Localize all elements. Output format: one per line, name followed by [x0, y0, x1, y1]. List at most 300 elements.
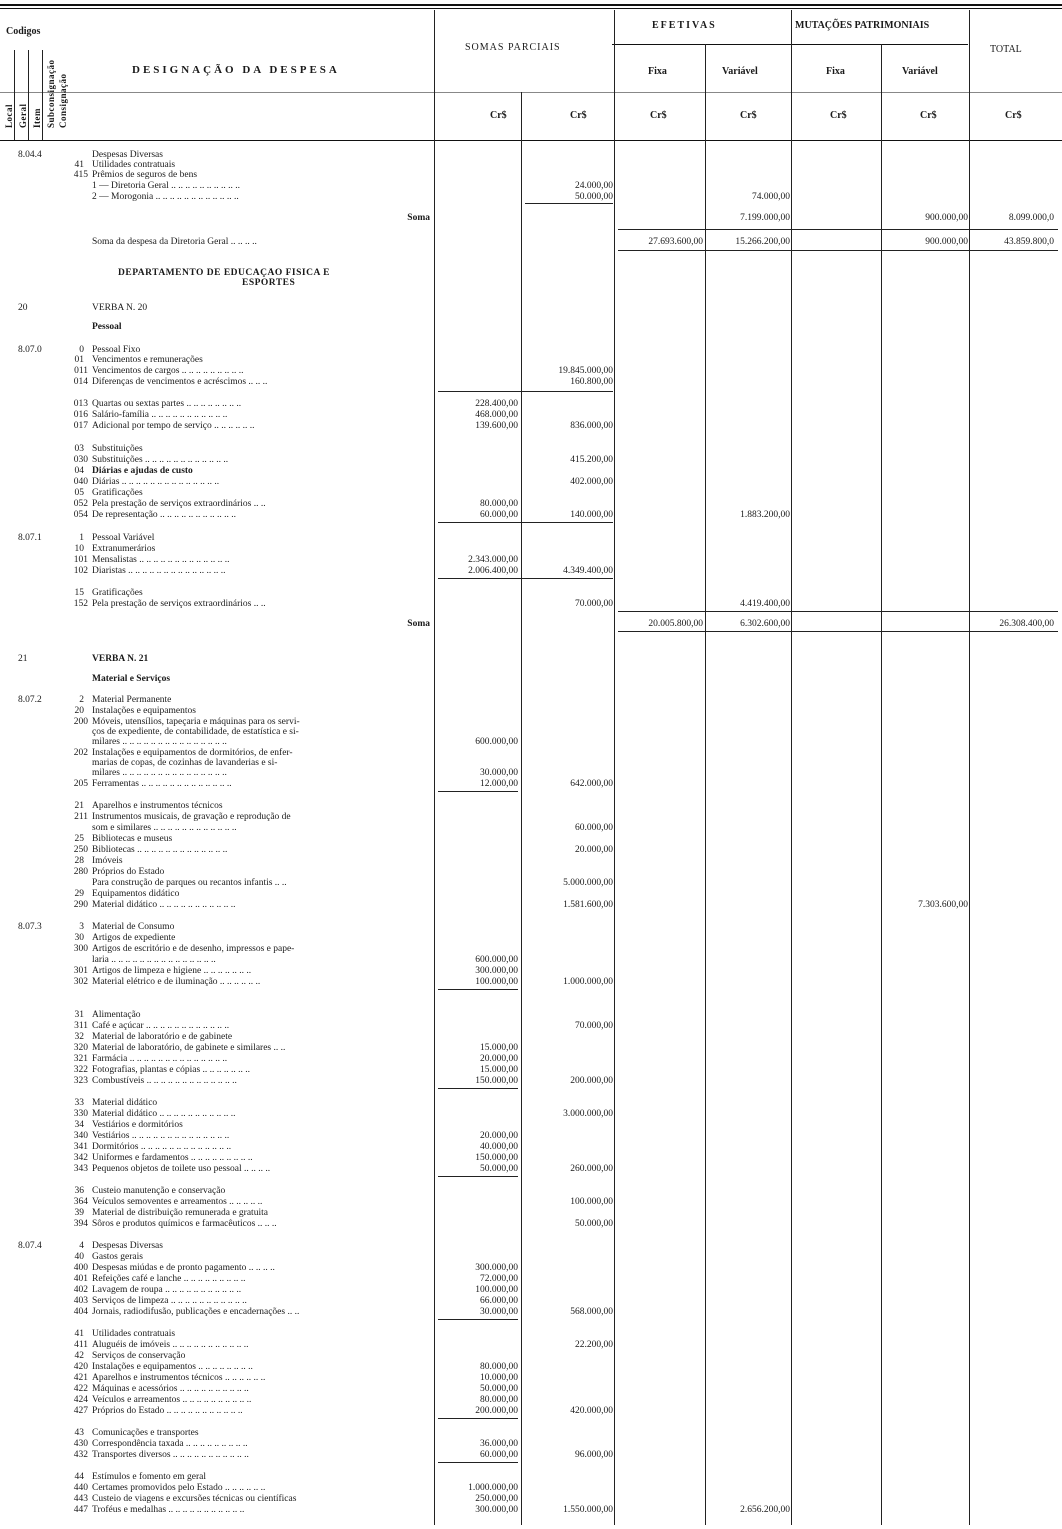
budget-row	[0, 466, 1062, 476]
cell-sub: 41	[74, 1329, 84, 1339]
cell-cons: 250	[73, 845, 88, 855]
cell-desc: Artigos de limpeza e higiene .. .. .. .. .. .. ..	[92, 966, 252, 976]
budget-row	[0, 889, 1062, 899]
cell-soma2: 420.000,00	[570, 1406, 613, 1416]
cell-desc: Pela prestação de serviços extraordinários .. ..	[92, 599, 266, 609]
subtotal-rule	[618, 611, 1058, 612]
currency-variavel: Cr$	[740, 110, 757, 121]
currency-mvariavel: Cr$	[920, 110, 937, 121]
cell-soma2: 140.000,00	[570, 510, 613, 520]
cell-desc: Para construção de parques ou recantos infantis .. ..	[92, 878, 287, 888]
cell-soma2: 50.000,00	[575, 192, 613, 202]
budget-row	[0, 355, 1062, 365]
col-rule	[28, 50, 29, 140]
cell-cons: 411	[74, 1340, 88, 1350]
budget-row	[0, 717, 1062, 727]
budget-row	[0, 1164, 1062, 1174]
cell-sub: 41	[74, 160, 84, 170]
cell-cons: 311	[74, 1021, 88, 1031]
budget-row	[0, 1395, 1062, 1405]
budget-row	[0, 1252, 1062, 1262]
cell-desc: Extranumerários	[92, 544, 156, 554]
cell-cons: 200	[73, 717, 88, 727]
budget-row	[0, 834, 1062, 844]
budget-row	[0, 812, 1062, 822]
cell-cons: 415	[73, 170, 88, 180]
cell-desc: Próprios do Estado	[92, 867, 165, 877]
cell-sub: 2	[79, 695, 84, 705]
codigos-header: Codigos	[6, 26, 41, 37]
cell-cons: 447	[73, 1505, 88, 1515]
subtotal-rule	[525, 203, 613, 204]
cell-desc: Fotografias, plantas e cópias .. .. .. .. .. .. ..	[92, 1065, 251, 1075]
cell-sub: 10	[74, 544, 84, 554]
cell-desc: Sôros e produtos químicos e farmacêuticos .. .. ..	[92, 1219, 277, 1229]
cell-cons: 301	[73, 966, 88, 976]
subtotal-rule	[438, 1418, 518, 1419]
cell-soma2: 19.845.000,00	[558, 366, 613, 376]
cell-cons: 427	[73, 1406, 88, 1416]
cell-cons: 321	[73, 1054, 88, 1064]
cell-desc: Material de Consumo	[92, 922, 175, 932]
cell-desc: Artigos de escritório e de desenho, impressos e pape-	[92, 944, 295, 954]
cell-soma2: 70.000,00	[575, 599, 613, 609]
budget-row	[0, 674, 1062, 684]
cell-desc: Custeio de viagens e excursões técnicas ou científicas	[92, 1494, 297, 1504]
budget-row	[0, 737, 1062, 747]
cell-sub: 04	[74, 466, 84, 476]
cell-soma2: 100.000,00	[570, 1197, 613, 1207]
currency-soma1: Cr$	[490, 110, 507, 121]
subtotal-rule	[438, 578, 613, 579]
cell-desc: Estímulos e fomento em geral	[92, 1472, 206, 1482]
cell-cons: 290	[73, 900, 88, 910]
cell-desc: Mensalistas .. .. .. .. .. .. .. .. .. .. .. .. ..	[92, 555, 230, 565]
subconsignacao-header: Subconsignação	[46, 59, 56, 128]
cell-cons: 322	[73, 1065, 88, 1075]
cell-soma1: 30.000,00	[480, 768, 518, 778]
cell-cons: 052	[73, 499, 88, 509]
consignacao-header: Consignação	[58, 73, 68, 128]
cell-cons: 394	[73, 1219, 88, 1229]
cell-var: 74.000,00	[752, 192, 790, 202]
cell-desc: Adicional por tempo de serviço .. .. .. .. .. ..	[92, 421, 255, 431]
cell-sub: 34	[74, 1120, 84, 1130]
cell-soma2: 836.000,00	[570, 421, 613, 431]
cell-soma2: 24.000,00	[575, 181, 613, 191]
cell-soma1: 250.000,00	[475, 1494, 518, 1504]
cell-sub: 31	[74, 1010, 84, 1020]
cell-desc: Próprios do Estado .. .. .. .. .. .. .. .. .. .. ..	[92, 1406, 243, 1416]
cell-desc: milares .. .. .. .. .. .. .. .. .. .. .. .. .. .. ..	[92, 737, 227, 747]
cell-cons: 300	[73, 944, 88, 954]
cell-sub: 05	[74, 488, 84, 498]
cell-sub: 29	[74, 889, 84, 899]
cell-soma1: 72.000,00	[480, 1274, 518, 1284]
cell-sub: 25	[74, 834, 84, 844]
cell-fixa: 27.693.600,00	[648, 237, 703, 247]
cell-sub: 36	[74, 1186, 84, 1196]
cell-soma2: 96.000,00	[575, 1450, 613, 1460]
budget-row	[0, 599, 1062, 609]
variavel-header: Variável	[722, 66, 758, 77]
cell-cons: 101	[73, 555, 88, 565]
budget-row	[0, 477, 1062, 487]
cell-soma2: 60.000,00	[575, 823, 613, 833]
budget-row	[0, 455, 1062, 465]
currency-soma2: Cr$	[570, 110, 587, 121]
cell-sub: 20	[74, 706, 84, 716]
budget-row	[0, 695, 1062, 705]
budget-row	[0, 1109, 1062, 1119]
cell-soma2: 200.000,00	[570, 1076, 613, 1086]
cell-sub: 21	[74, 801, 84, 811]
budget-row	[0, 1285, 1062, 1295]
cell-var: 15.266.200,00	[735, 237, 790, 247]
cell-sub: 4	[79, 1241, 84, 1251]
subtotal-rule	[618, 631, 1058, 632]
col-rule	[14, 50, 15, 140]
cell-soma1: 228.400,00	[475, 399, 518, 409]
cell-sub: 33	[74, 1098, 84, 1108]
cell-cons: 202	[73, 748, 88, 758]
header-bottom-rule	[0, 140, 1062, 141]
cell-desc: VERBA N. 21	[92, 654, 149, 664]
cell-soma1: 2.006.400,00	[468, 566, 518, 576]
cell-soma2: 1.581.600,00	[563, 900, 613, 910]
budget-row	[0, 1428, 1062, 1438]
cell-cons: 102	[73, 566, 88, 576]
cell-cons: 340	[73, 1131, 88, 1141]
cell-cons: 016	[73, 410, 88, 420]
cell-cons: 404	[73, 1307, 88, 1317]
cell-cons: 364	[73, 1197, 88, 1207]
budget-row	[0, 213, 1062, 223]
cell-desc: Jornais, radiodifusão, publicações e encadernações .. ..	[92, 1307, 300, 1317]
budget-row	[0, 237, 1062, 247]
budget-row	[0, 510, 1062, 520]
budget-row	[0, 1406, 1062, 1416]
subtotal-rule	[438, 391, 613, 392]
budget-row	[0, 555, 1062, 565]
cell-desc: Salário-família .. .. .. .. .. .. .. .. .. .. ..	[92, 410, 228, 420]
cell-soma2: 260.000,00	[570, 1164, 613, 1174]
budget-row	[0, 1054, 1062, 1064]
budget-row	[0, 1373, 1062, 1383]
cell-desc: Móveis, utensílios, tapeçaria e máquinas para os servi-	[92, 717, 300, 727]
cell-desc: Material de laboratório e de gabinete	[92, 1032, 233, 1042]
cell-cons: 440	[73, 1483, 88, 1493]
cell-desc: marias de copas, de cozinhas de lavanderias e si-	[92, 758, 278, 768]
cell-soma2: 1.000.000,00	[563, 977, 613, 987]
cell-desc: Equipamentos didático	[92, 889, 180, 899]
cell-desc: Bibliotecas e museus	[92, 834, 173, 844]
cell-desc: Bibliotecas .. .. .. .. .. .. .. .. .. .. .. .. ..	[92, 845, 228, 855]
cell-desc: Refeições café e lanche .. .. .. .. .. .. .. .. ..	[92, 1274, 246, 1284]
cell-total: 26.308.400,00	[999, 619, 1054, 629]
budget-row	[0, 1307, 1062, 1317]
cell-local: 8.07.3	[18, 922, 42, 932]
budget-row	[0, 268, 1062, 278]
cell-cons: 330	[73, 1109, 88, 1119]
cell-desc: Alimentação	[92, 1010, 141, 1020]
budget-row	[0, 366, 1062, 376]
cell-var: 6.302.600,00	[740, 619, 790, 629]
budget-row	[0, 181, 1062, 191]
budget-row	[0, 977, 1062, 987]
cell-cons: 280	[73, 867, 88, 877]
cell-desc: Instalações e equipamentos	[92, 706, 196, 716]
cell-local: 8.07.4	[18, 1241, 42, 1251]
currency-mfixa: Cr$	[830, 110, 847, 121]
cell-cons: 342	[73, 1153, 88, 1163]
cell-desc: Diárias e ajudas de custo	[92, 466, 193, 476]
cell-cons: 320	[73, 1043, 88, 1053]
budget-row	[0, 933, 1062, 943]
cell-desc: Serviços de conservação	[92, 1351, 186, 1361]
cell-sub: 32	[74, 1032, 84, 1042]
cell-desc: Custeio manutenção e conservação	[92, 1186, 226, 1196]
cell-sub: 0	[79, 345, 84, 355]
item-header: Item	[32, 108, 42, 128]
cell-local: 8.07.1	[18, 533, 42, 543]
cell-desc: Despesas Diversas	[92, 150, 163, 160]
cell-desc: Material didático .. .. .. .. .. .. .. .. .. .. ..	[92, 1109, 236, 1119]
subtotal-rule	[438, 1176, 518, 1177]
cell-desc: 2 — Morogonia .. .. .. .. .. .. .. .. .. .. .. ..	[92, 192, 239, 202]
cell-desc: Vencimentos e remunerações	[92, 355, 203, 365]
budget-row	[0, 150, 1062, 160]
cell-desc: Diaristas .. .. .. .. .. .. .. .. .. .. .. .. .. ..	[92, 566, 226, 576]
cell-soma2: 160.800,00	[570, 377, 613, 387]
cell-desc: Comunicações e transportes	[92, 1428, 199, 1438]
budget-row	[0, 1340, 1062, 1350]
cell-desc: laria .. .. .. .. .. .. .. .. .. .. .. .. .. .. ..	[92, 955, 216, 965]
budget-row	[0, 727, 1062, 737]
budget-row	[0, 1010, 1062, 1020]
cell-sub: 40	[74, 1252, 84, 1262]
budget-row	[0, 192, 1062, 202]
cell-soma1: 600.000,00	[475, 737, 518, 747]
cell-desc: Ferramentas .. .. .. .. .. .. .. .. .. .. .. .. ..	[92, 779, 232, 789]
budget-row	[0, 544, 1062, 554]
cell-desc: Imóveis	[92, 856, 123, 866]
cell-desc: Prêmios de seguros de bens	[92, 170, 198, 180]
cell-sub: 28	[74, 856, 84, 866]
budget-row	[0, 1274, 1062, 1284]
cell-cons: 401	[73, 1274, 88, 1284]
budget-row	[0, 823, 1062, 833]
cell-soma1: 200.000,00	[475, 1406, 518, 1416]
cell-desc: Material didático	[92, 1098, 158, 1108]
cell-cons: 443	[73, 1494, 88, 1504]
col-rule	[42, 50, 43, 140]
cell-fixa: 20.005.800,00	[648, 619, 703, 629]
cell-mvar: 7.303.600,00	[918, 900, 968, 910]
budget-row	[0, 588, 1062, 598]
budget-row	[0, 1032, 1062, 1042]
subtotal-rule	[438, 1088, 518, 1089]
cell-desc: Vencimentos de cargos .. .. .. .. .. .. .. .. ..	[92, 366, 244, 376]
cell-desc: Gastos gerais	[92, 1252, 143, 1262]
budget-row	[0, 878, 1062, 888]
cell-soma1: 100.000,00	[475, 1285, 518, 1295]
budget-row	[0, 1065, 1062, 1075]
budget-row	[0, 706, 1062, 716]
cell-desc: Café e açúcar .. .. .. .. .. .. .. .. .. .. .. ..	[92, 1021, 230, 1031]
budget-row	[0, 1153, 1062, 1163]
subtotal-rule	[438, 522, 613, 523]
cell-mvar: 900.000,00	[925, 237, 968, 247]
cell-desc: Gratificações	[92, 488, 143, 498]
budget-row	[0, 1351, 1062, 1361]
cell-cons: 422	[73, 1384, 88, 1394]
budget-row	[0, 1098, 1062, 1108]
budget-row	[0, 399, 1062, 409]
budget-row	[0, 900, 1062, 910]
cell-desc: Veículos semoventes e arreamentos .. .. .. .. ..	[92, 1197, 263, 1207]
efetivas-header: EFETIVAS	[652, 20, 717, 31]
cell-soma1: 12.000,00	[480, 779, 518, 789]
cell-soma1: 66.000,00	[480, 1296, 518, 1306]
cell-soma1: 20.000,00	[480, 1131, 518, 1141]
cell-total: 43.859.800,0	[1004, 237, 1054, 247]
cell-desc: Troféus e medalhas .. .. .. .. .. .. .. .. .. .. ..	[92, 1505, 245, 1515]
budget-row	[0, 1197, 1062, 1207]
budget-row	[0, 1241, 1062, 1251]
currency-fixa: Cr$	[650, 110, 667, 121]
cell-soma1: 80.000,00	[480, 1395, 518, 1405]
cell-desc: Serviços de limpeza .. .. .. .. .. .. .. .. .. .. ..	[92, 1296, 247, 1306]
cell-desc: Utilidades contratuais	[92, 1329, 176, 1339]
cell-sub: 3	[79, 922, 84, 932]
budget-row	[0, 867, 1062, 877]
cell-desc: Soma	[407, 619, 430, 629]
cell-soma2: 50.000,00	[575, 1219, 613, 1229]
cell-desc: milares .. .. .. .. .. .. .. .. .. .. .. .. .. .. ..	[92, 768, 227, 778]
cell-desc: Pela prestação de serviços extraordinários .. ..	[92, 499, 266, 509]
cell-desc: Soma da despesa da Diretoria Geral .. .. .. ..	[92, 237, 257, 247]
cell-local: 21	[18, 654, 28, 664]
budget-row	[0, 944, 1062, 954]
cell-cons: 424	[73, 1395, 88, 1405]
cell-var: 2.656.200,00	[740, 1505, 790, 1515]
budget-row	[0, 1384, 1062, 1394]
cell-soma2: 4.349.400,00	[563, 566, 613, 576]
budget-row	[0, 619, 1062, 629]
mutacoes-fixa-header: Fixa	[826, 66, 845, 77]
currency-total: Cr$	[1005, 110, 1022, 121]
budget-row	[0, 768, 1062, 778]
cell-cons: 211	[74, 812, 88, 822]
budget-row	[0, 1142, 1062, 1152]
cell-soma1: 60.000,00	[480, 1450, 518, 1460]
budget-row	[0, 1483, 1062, 1493]
cell-soma1: 50.000,00	[480, 1384, 518, 1394]
budget-row	[0, 955, 1062, 965]
budget-row	[0, 1296, 1062, 1306]
budget-row	[0, 966, 1062, 976]
cell-soma1: 300.000,00	[475, 1505, 518, 1515]
cell-desc: Artigos de expediente	[92, 933, 176, 943]
budget-row	[0, 377, 1062, 387]
cell-soma1: 40.000,00	[480, 1142, 518, 1152]
cell-cons: 011	[74, 366, 88, 376]
cell-desc: Material de distribuição remunerada e gratuita	[92, 1208, 268, 1218]
cell-soma1: 50.000,00	[480, 1164, 518, 1174]
cell-sub: 39	[74, 1208, 84, 1218]
cell-cons: 014	[73, 377, 88, 387]
cell-soma2: 3.000.000,00	[563, 1109, 613, 1119]
cell-soma1: 300.000,00	[475, 1263, 518, 1273]
budget-row	[0, 1131, 1062, 1141]
cell-soma2: 22.200,00	[575, 1340, 613, 1350]
cell-sub: 1	[79, 533, 84, 543]
cell-sub: 03	[74, 444, 84, 454]
cell-desc: ços de expediente, de contabilidade, de estatística e si-	[92, 727, 299, 737]
budget-row	[0, 922, 1062, 932]
cell-soma1: 60.000,00	[480, 510, 518, 520]
budget-row	[0, 654, 1062, 664]
mutacoes-variavel-header: Variável	[902, 66, 938, 77]
cell-desc: Pessoal Fixo	[92, 345, 141, 355]
cell-soma1: 1.000.000,00	[468, 1483, 518, 1493]
cell-desc: Material didático .. .. .. .. .. .. .. .. .. .. ..	[92, 900, 236, 910]
budget-row	[0, 1494, 1062, 1504]
cell-desc: DEPARTAMENTO DE EDUCAÇÃO FÍSICA E	[118, 268, 330, 278]
budget-row	[0, 1186, 1062, 1196]
cell-desc: Utilidades contratuais	[92, 160, 176, 170]
cell-soma1: 10.000,00	[480, 1373, 518, 1383]
cell-desc: VERBA N. 20	[92, 303, 148, 313]
cell-desc: Aparelhos e instrumentos técnicos	[92, 801, 223, 811]
cell-desc: Substituições .. .. .. .. .. .. .. .. .. .. .. ..	[92, 455, 229, 465]
cell-sub: 30	[74, 933, 84, 943]
cell-cons: 205	[73, 779, 88, 789]
budget-row	[0, 1362, 1062, 1372]
total-header: TOTAL	[990, 44, 1022, 55]
header-mid-rule	[0, 92, 1062, 93]
budget-row	[0, 410, 1062, 420]
cell-desc: Vestiários e dormitórios	[92, 1120, 183, 1130]
cell-desc: Transportes diversos .. .. .. .. .. .. .. .. .. .. ..	[92, 1450, 249, 1460]
cell-cons: 013	[73, 399, 88, 409]
budget-row	[0, 278, 1062, 288]
budget-row	[0, 170, 1062, 180]
budget-row	[0, 1076, 1062, 1086]
cell-local: 20	[18, 303, 28, 313]
cell-total: 8.099.000,0	[1008, 213, 1054, 223]
cell-sub: 42	[74, 1351, 84, 1361]
budget-row	[0, 856, 1062, 866]
cell-desc: Máquinas e acessórios .. .. .. .. .. .. .. .. .. ..	[92, 1384, 249, 1394]
cell-desc: Pessoal	[92, 322, 122, 332]
cell-soma2: 642.000,00	[570, 779, 613, 789]
budget-row	[0, 303, 1062, 313]
cell-soma2: 5.000.000,00	[563, 878, 613, 888]
budget-row	[0, 345, 1062, 355]
efetivas-rule	[612, 44, 968, 45]
budget-row	[0, 845, 1062, 855]
subtotal-rule	[438, 989, 518, 990]
cell-cons: 152	[73, 599, 88, 609]
cell-cons: 030	[73, 455, 88, 465]
cell-desc: Pequenos objetos de toilete uso pessoal .. .. .. ..	[92, 1164, 271, 1174]
cell-soma1: 80.000,00	[480, 499, 518, 509]
budget-row	[0, 488, 1062, 498]
cell-desc: Farmácia .. .. .. .. .. .. .. .. .. .. .. .. .. ..	[92, 1054, 228, 1064]
cell-cons: 430	[73, 1439, 88, 1449]
